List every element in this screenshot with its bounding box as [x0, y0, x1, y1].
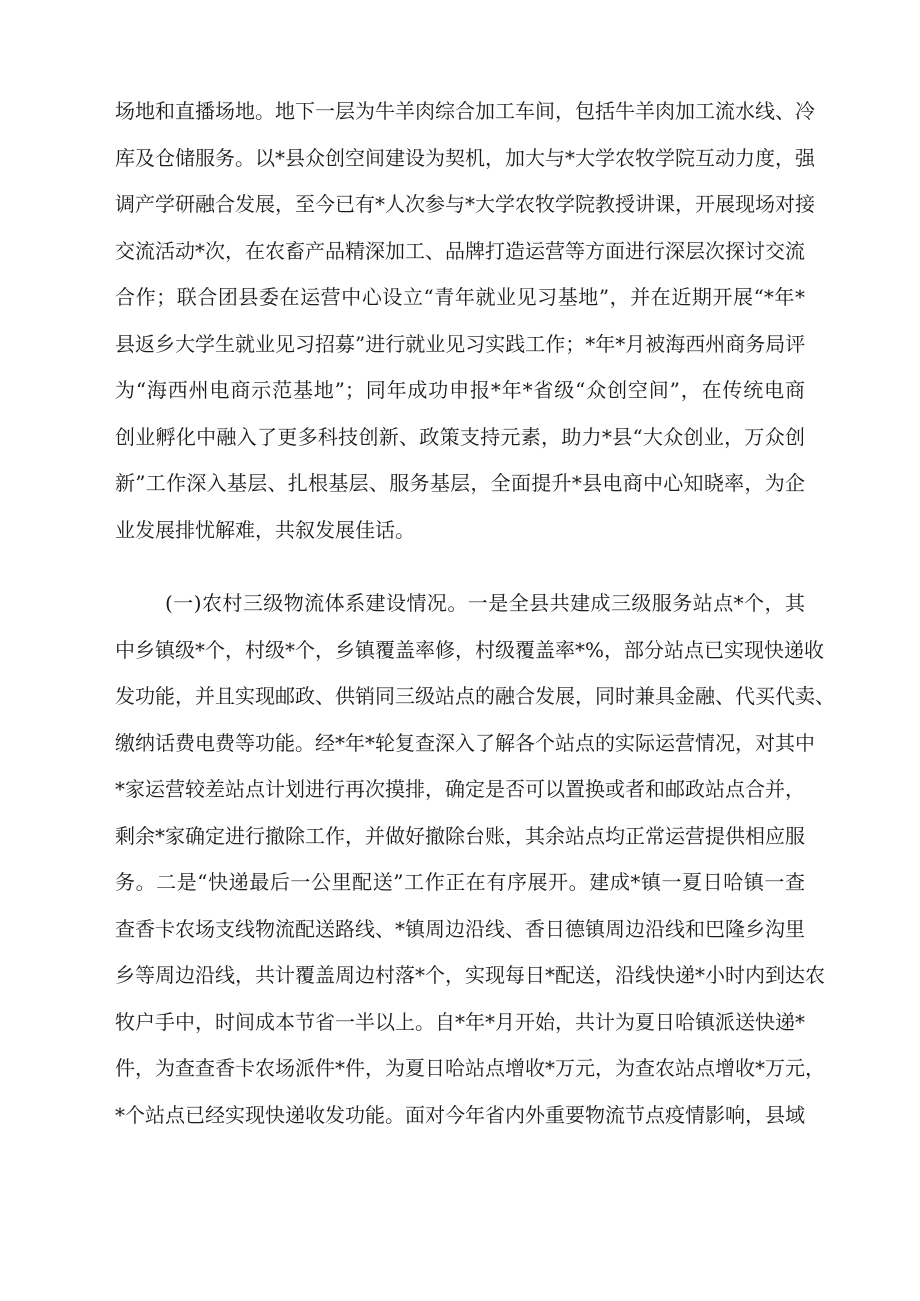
text-line: *家运营较差站点计划进行再次摸排，确定是否可以置换或者和邮政站点合并，	[115, 777, 805, 801]
paragraph-1	[115, 88, 815, 553]
text-line: 务。二是“快递最后一公里配送”工作正在有序展开。建成*镇一夏日哈镇一查	[115, 870, 805, 894]
text-line: 县返乡大学生就业见习招募”进行就业见习实践工作；*年*月被海西州商务局评	[115, 331, 806, 356]
text-line: 件，为查查香卡农场派件*件，为夏日哈站点增收*万元，为查农站点增收*万元，	[115, 1056, 825, 1080]
text-line: 创业孵化中融入了更多科技创新、政策支持元素，助力*县“大众创业，万众创	[115, 424, 805, 449]
text-line-first: (一)农村三级物流体系建设情况。一是全县共建成三级服务站点*个，其	[165, 591, 805, 615]
text-line: 缴纳话费电费等功能。经*年*轮复查深入了解各个站点的实际运营情况，对其中	[115, 730, 815, 755]
text-line: 查香卡农场支线物流配送路线、*镇周边沿线、香日德镇周边沿线和巴隆乡沟里	[115, 916, 805, 941]
text-line: 库及仓储服务。以*县众创空间建设为契机，加大与*大学农牧学院互动力度，强	[115, 145, 815, 170]
text-line: 为“海西州电商示范基地”；同年成功申报*年*省级“众创空间”，在传统电商	[115, 378, 805, 402]
text-line: 交流活动*次，在农畜产品精深加工、品牌打造运营等方面进行深层次探讨交流	[115, 238, 805, 263]
text-line: 乡等周边沿线，共计覆盖周边村落*个，实现每日*配送，沿线快递*小时内到达农	[115, 963, 825, 987]
text-line-last: 业发展排忧解难，共叙发展佳话。	[115, 517, 415, 542]
text-line: 剩余*家确定进行撤除工作，并做好撤除台账，其余站点均正常运营提供相应服	[115, 823, 805, 848]
paragraph-2	[115, 580, 835, 1138]
text-line: *个站点已经实现快递收发功能。面对今年省内外重要物流节点疫情影响，县域	[115, 1102, 805, 1127]
text-line: 牧户手中，时间成本节省一半以上。自*年*月开始，共计为夏日哈镇派送快递*	[115, 1009, 805, 1034]
text-line: 中乡镇级*个，村级*个，乡镇覆盖率修，村级覆盖率*%，部分站点已实现快递收	[115, 637, 825, 662]
text-line: 场地和直播场地。地下一层为牛羊肉综合加工车间，包括牛羊肉加工流水线、冷	[115, 99, 815, 123]
text-line: 调产学研融合发展，至今已有*人次参与*大学农牧学院教授讲课，开展现场对接	[115, 192, 815, 216]
text-line: 发功能，并且实现邮政、供销同三级站点的融合发展，同时兼具金融、代买代卖、	[115, 684, 835, 708]
text-line: 合作；联合团县委在运营中心设立“青年就业见习基地”，并在近期开展“*年*	[115, 285, 805, 309]
text-line: 新”工作深入基层、扎根基层、服务基层，全面提升*县电商中心知晓率，为企	[115, 471, 805, 495]
